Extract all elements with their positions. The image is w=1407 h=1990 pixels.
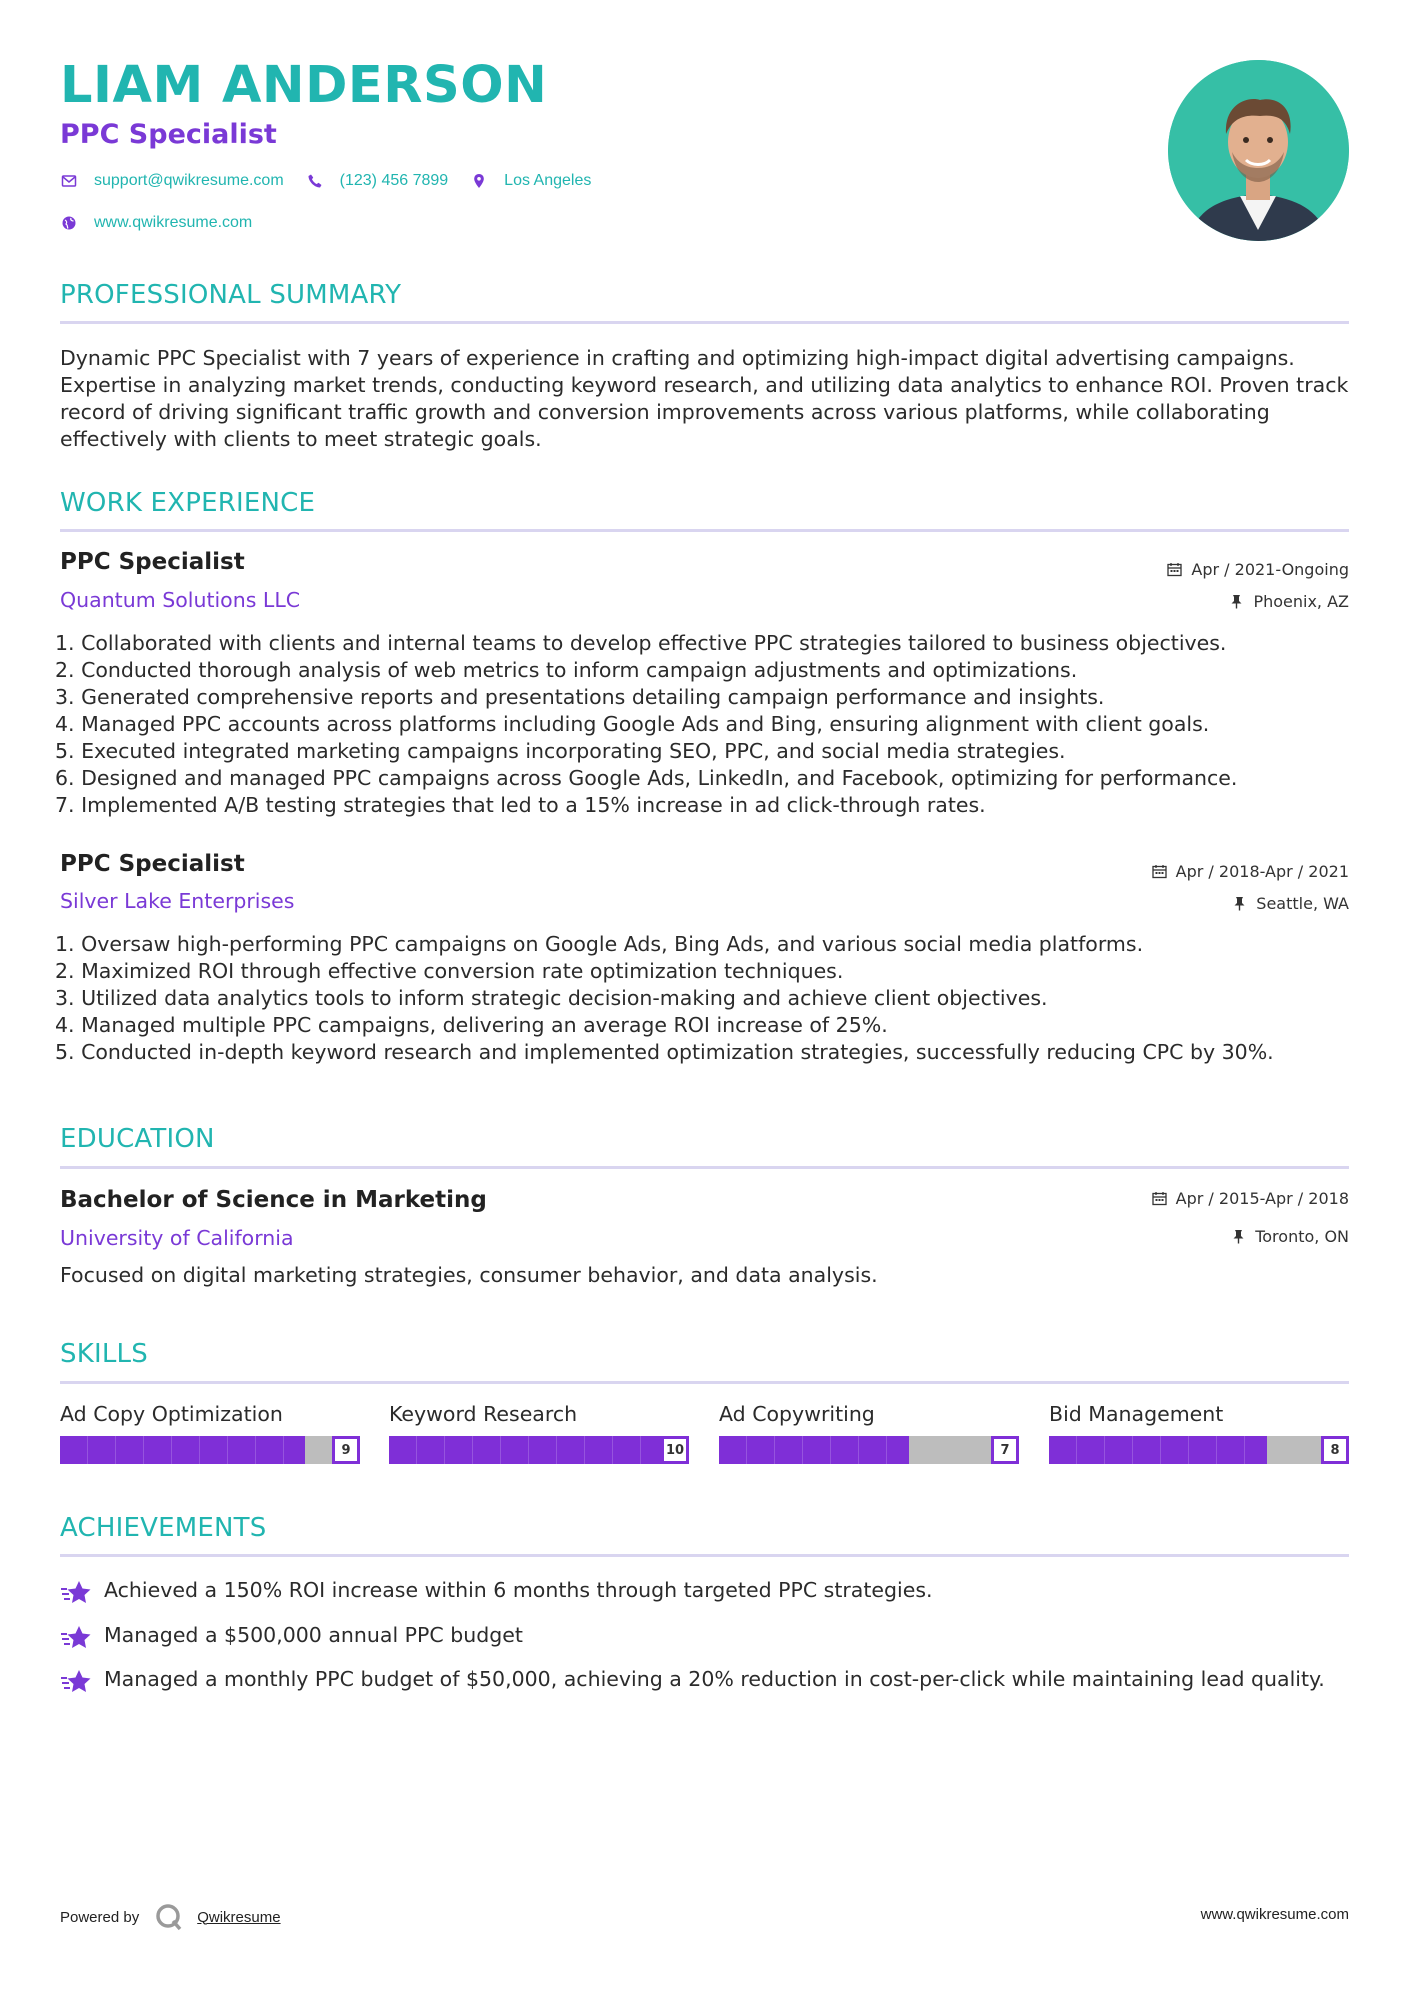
skill-score: 8	[1321, 1436, 1349, 1464]
achievement-item	[60, 1666, 1350, 1703]
calendar-icon	[1152, 1191, 1167, 1206]
list-item: 3. Generated comprehensive reports and presentations detailing campaign performance and insights.	[55, 685, 1105, 709]
skill-score: 9	[332, 1436, 360, 1464]
job-1-dates	[1167, 560, 1349, 579]
skills-heading: SKILLS	[60, 1339, 148, 1369]
list-item: 2. Conducted thorough analysis of web metrics to inform campaign adjustments and optimizations.	[55, 658, 1078, 682]
pushpin-icon	[1231, 1229, 1246, 1244]
map-pin-icon	[470, 172, 488, 190]
location-text: Los Angeles	[504, 172, 592, 189]
job-2-location-text: Seattle, WA	[1256, 894, 1349, 913]
experience-divider	[60, 529, 1349, 532]
education-degree: Bachelor of Science in Marketing	[60, 1187, 487, 1213]
skill-bar	[389, 1436, 689, 1464]
list-item: 6. Designed and managed PPC campaigns across Google Ads, LinkedIn, and Facebook, optimizing for performance.	[55, 766, 1238, 790]
contact-row-1	[60, 172, 613, 190]
contact-phone[interactable]	[306, 172, 449, 190]
contact-website[interactable]	[60, 214, 252, 232]
list-item: 5. Conducted in-depth keyword research and implemented optimization strategies, successfully reducing CPC by 30%.	[55, 1040, 1274, 1064]
candidate-title: PPC Specialist	[60, 119, 277, 150]
skill-label: Keyword Research	[389, 1402, 578, 1426]
job-2-bullets	[55, 931, 1355, 1066]
education-divider	[60, 1166, 1349, 1169]
skill-bar-fill	[719, 1436, 909, 1464]
list-item: 1. Oversaw high-performing PPC campaigns on Google Ads, Bing Ads, and various social media platforms.	[55, 932, 1144, 956]
powered-by-label: Powered by	[60, 1908, 140, 1926]
list-item: 4. Managed PPC accounts across platforms including Google Ads and Bing, ensuring alignment with client goals.	[55, 712, 1210, 736]
job-1-role: PPC Specialist	[60, 549, 245, 575]
education-location-text: Toronto, ON	[1255, 1227, 1349, 1246]
job-1-location	[1229, 592, 1349, 611]
education-description: Focused on digital marketing strategies, consumer behavior, and data analysis.	[60, 1263, 878, 1287]
summary-divider	[60, 321, 1349, 324]
skill-bar	[60, 1436, 360, 1464]
job-1-company: Quantum Solutions LLC	[60, 588, 301, 612]
email-text: support@qwikresume.com	[94, 172, 284, 189]
skill-bar-fill	[1049, 1436, 1267, 1464]
calendar-icon	[1152, 864, 1167, 879]
skill-score: 7	[991, 1436, 1019, 1464]
list-item: 1. Collaborated with clients and internal teams to develop effective PPC strategies tailored to business objectives.	[55, 631, 1227, 655]
phone-text: (123) 456 7899	[339, 172, 449, 189]
achievement-item	[60, 1577, 1350, 1614]
job-2-location	[1232, 894, 1349, 913]
job-2-company: Silver Lake Enterprises	[60, 889, 295, 913]
job-2-role: PPC Specialist	[60, 851, 245, 877]
skill-bar	[1049, 1436, 1349, 1464]
list-item: 7. Implemented A/B testing strategies that led to a 15% increase in ad click-through rates.	[55, 793, 986, 817]
profile-photo	[1168, 60, 1349, 241]
job-2-dates-text: Apr / 2018-Apr / 2021	[1175, 862, 1349, 881]
contact-email[interactable]	[60, 172, 284, 190]
qwikresume-link[interactable]: Qwikresume	[197, 1908, 281, 1926]
achievement-item	[60, 1622, 1350, 1659]
education-dates	[1152, 1189, 1349, 1208]
list-item: 3. Utilized data analytics tools to inform strategic decision-making and achieve client objectives.	[55, 986, 1048, 1010]
achievement-text: Achieved a 150% ROI increase within 6 months through targeted PPC strategies.	[104, 1578, 933, 1602]
globe-icon	[60, 214, 78, 232]
job-1-location-text: Phoenix, AZ	[1253, 592, 1349, 611]
qwikresume-logo-icon	[155, 1903, 183, 1931]
star-icon	[60, 1577, 104, 1614]
summary-text: Dynamic PPC Specialist with 7 years of experience in crafting and optimizing high-impact digital advertising campaigns. Expertise in analyzing market trends, conducting keyword research, and utilizing data analytics to enhance ROI. Proven track record of driving significant traffic growth and conversion improvements across various platforms, while collaborating effectively with clients to meet strategic goals.	[60, 346, 1349, 451]
achievement-text: Managed a monthly PPC budget of $50,000, achieving a 20% reduction in cost-per-click while maintaining lead quality.	[104, 1667, 1325, 1691]
envelope-icon	[60, 172, 78, 190]
calendar-icon	[1167, 562, 1182, 577]
experience-heading: WORK EXPERIENCE	[60, 488, 316, 518]
phone-icon	[306, 172, 324, 190]
achievements-divider	[60, 1554, 1349, 1557]
list-item: 5. Executed integrated marketing campaigns incorporating SEO, PPC, and social media strategies.	[55, 739, 1066, 763]
contact-location	[470, 172, 591, 190]
pushpin-icon	[1232, 896, 1247, 911]
skill-label: Bid Management	[1049, 1402, 1224, 1426]
achievements-heading: ACHIEVEMENTS	[60, 1513, 267, 1543]
skill-label: Ad Copywriting	[719, 1402, 875, 1426]
footer-url[interactable]: www.qwikresume.com	[1200, 1906, 1349, 1923]
skill-score: 10	[661, 1436, 689, 1464]
contact-row-2	[60, 214, 274, 232]
education-school: University of California	[60, 1226, 294, 1250]
skill-bar-fill	[389, 1436, 689, 1464]
star-icon	[60, 1666, 104, 1703]
skills-divider	[60, 1381, 1349, 1384]
education-location	[1231, 1227, 1349, 1246]
job-1-bullets	[55, 630, 1355, 819]
footer-powered-by	[60, 1903, 281, 1931]
pushpin-icon	[1229, 594, 1244, 609]
job-1-dates-text: Apr / 2021-Ongoing	[1191, 560, 1349, 579]
candidate-name: LIAM ANDERSON	[60, 56, 548, 115]
achievement-text: Managed a $500,000 annual PPC budget	[104, 1623, 523, 1647]
website-text: www.qwikresume.com	[94, 214, 253, 231]
star-icon	[60, 1622, 104, 1659]
education-dates-text: Apr / 2015-Apr / 2018	[1175, 1189, 1349, 1208]
list-item: 4. Managed multiple PPC campaigns, delivering an average ROI increase of 25%.	[55, 1013, 888, 1037]
skill-bar-fill	[60, 1436, 305, 1464]
summary-heading: PROFESSIONAL SUMMARY	[60, 280, 402, 310]
skill-label: Ad Copy Optimization	[60, 1402, 283, 1426]
skill-bar	[719, 1436, 1019, 1464]
job-2-dates	[1152, 862, 1349, 881]
list-item: 2. Maximized ROI through effective conversion rate optimization techniques.	[55, 959, 844, 983]
education-heading: EDUCATION	[60, 1124, 215, 1154]
